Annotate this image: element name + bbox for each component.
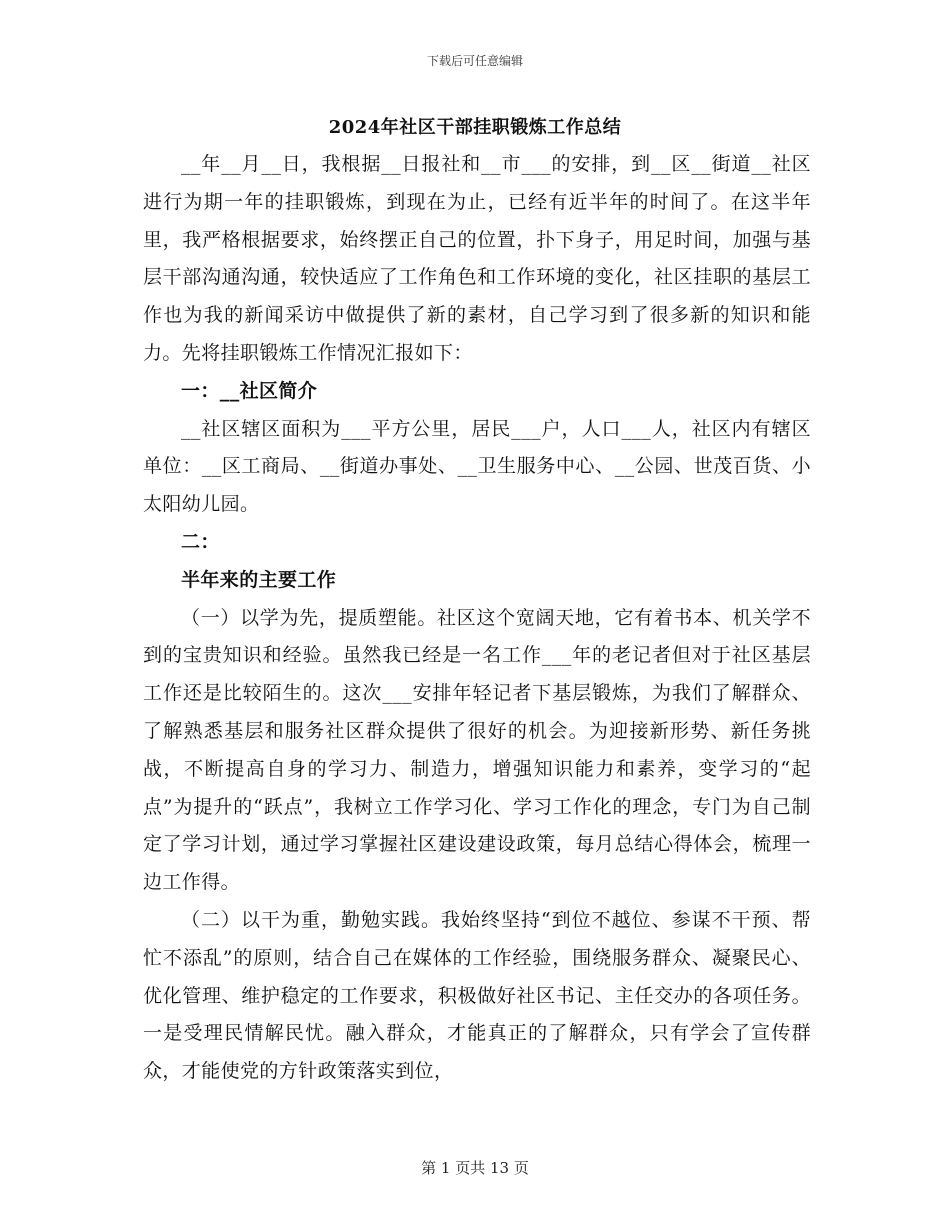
community-paragraph: __社区辖区面积为___平方公里，居民___户，人口___人，社区内有辖区单位：__区工商局、__街道办事处、__卫生服务中心、__公园、世茂百货、小太阳幼儿园。 — [143, 417, 811, 516]
section-heading-two: 二： — [181, 530, 220, 553]
section-heading-community: 一：__社区简介 — [181, 379, 318, 402]
section-heading-main-work: 半年来的主要工作 — [181, 568, 337, 591]
work-paragraph-1: （一）以学为先，提质塑能。社区这个宽阔天地，它有着书本、机关学不到的宝贵知识和经验。虽然我已经是一名工作___年的老记者但对于社区基层工作还是比较陌生的。这次___安排年轻记者下基层锻炼，为我们了解群众、了解熟悉基层和服务社区群众提供了很好的机会。为迎接新形势、新任务挑战，不断提高自身的学习力、制造力，增强知识能力和素养，变学习的“起点”为提升的“跃点”，我树立工作学习化、学习工作化的理念，专门为自己制定了学习计划，通过学习掌握社区建设建设政策，每月总结心得体会，梳理一边工作得。 — [143, 606, 811, 894]
document-body — [143, 146, 811, 1091]
intro-paragraph: __年__月__日，我根据__日报社和__市___的安排，到__区__街道__社区进行为期一年的挂职锻炼，到现在为止，已经有近半年的时间了。在这半年里，我严格根据要求，始终摆正自己的位置，扑下身子，用足时间，加强与基层干部沟通沟通，较快适应了工作角色和工作环境的变化，社区挂职的基层工作也为我的新闻采访中做提供了新的素材，自己学习到了很多新的知识和能力。先将挂职锻炼工作情况汇报如下： — [143, 153, 811, 364]
document-title: 2024年社区干部挂职锻炼工作总结 — [328, 117, 622, 138]
work-paragraph-2: （二）以干为重，勤勉实践。我始终坚持“到位不越位、参谋不干预、帮忙不添乱”的原则，结合自己在媒体的工作经验，围绕服务群众、凝聚民心、优化管理、维护稳定的工作要求，积极做好社区书记、主任交办的各项任务。一是受理民情解民忧。融入群众，才能真正的了解群众，只有学会了宣传群众，才能使党的方针政策落实到位， — [143, 908, 811, 1083]
page-header-note: 下载后可任意编辑 — [426, 54, 523, 68]
page-number-footer: 第 1 页共 13 页 — [421, 1159, 529, 1177]
